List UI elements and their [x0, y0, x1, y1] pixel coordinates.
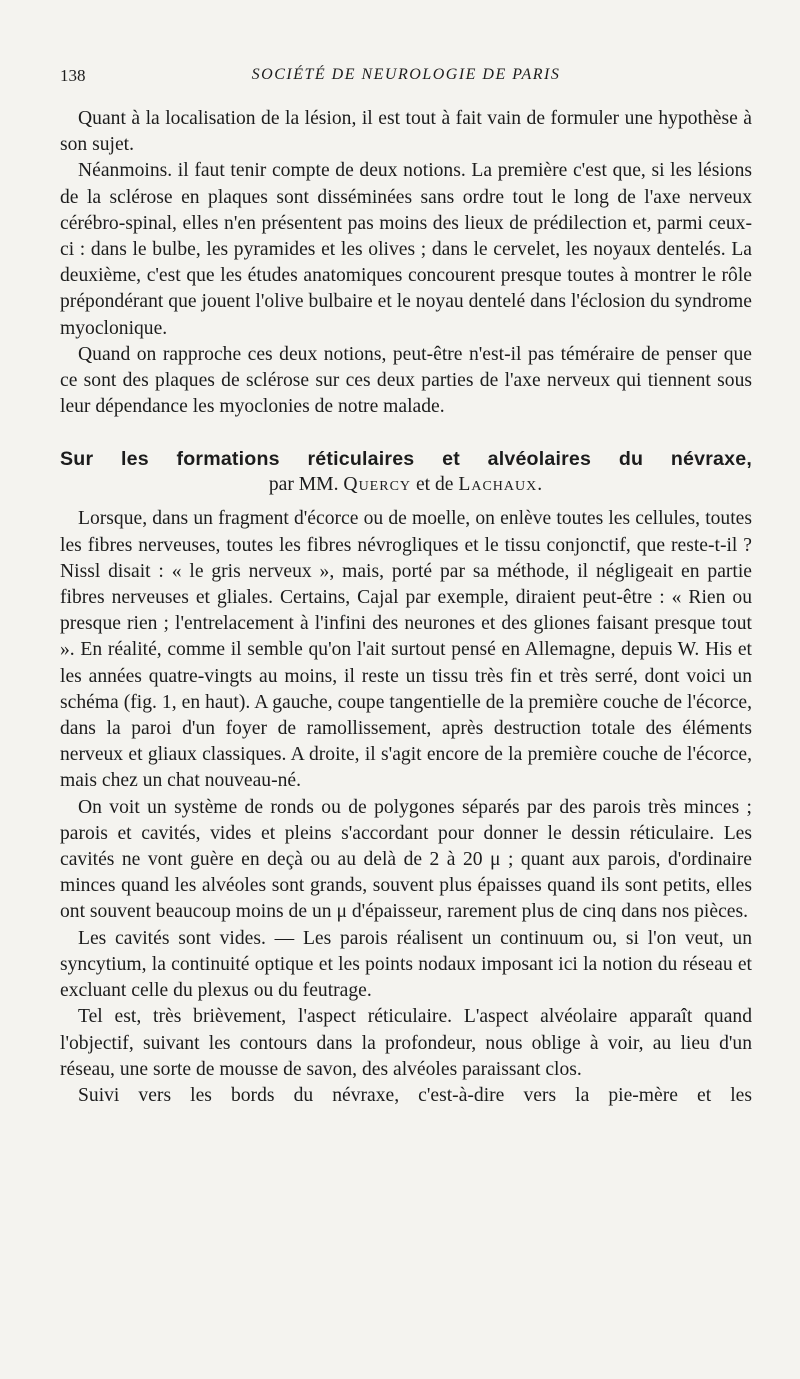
section-authors	[60, 472, 752, 498]
section-heading	[60, 446, 752, 498]
running-title: SOCIÉTÉ DE NEUROLOGIE DE PARIS	[251, 66, 561, 83]
section-title: Sur les formations réticulaires et alvéolaires du névraxe,	[60, 448, 752, 471]
paragraph: Quant à la localisation de la lésion, il est tout à fait vain de formuler une hypothèse à son sujet.	[60, 108, 752, 156]
author-name: Quercy	[343, 474, 412, 496]
page-header	[60, 66, 752, 96]
paragraph: On voit un système de ronds ou de polygones séparés par des parois très minces ; parois et cavités, vides et pleins s'accordant pour donner le dessin réticulaire. Les cavités ne vont guère en deçà ou au delà de 2 à 20 μ ; quant aux parois, d'ordinaire minces quand les alvéoles sont grands, souvent plus épaisses quand ils sont petits, elles ont souvent beaucoup moins de un μ d'épaisseur, rarement plus de cinq dans nos pièces.	[60, 796, 752, 923]
paragraph: Quand on rapproche ces deux notions, peut-être n'est-il pas téméraire de penser que ce sont des plaques de sclérose sur ces deux parties de l'axe nerveux qui tiennent sous leur dépendance les myoclonies de notre malade.	[60, 343, 752, 418]
paragraph: Néanmoins. il faut tenir compte de deux notions. La première c'est que, si les lésions de la sclérose en plaques sont disséminées sans ordre tout le long de l'axe nerveux cérébro-spinal, elles n'en présentent pas moins des lieux de prédilection et, parmi ceux-ci : dans le bulbe, les pyramides et les olives ; dans le cervelet, les noyaux dentelés. La deuxième, c'est que les études anatomiques concourent presque toutes à montrer le rôle prépondérant que jouent l'olive bulbaire et le noyau dentelé dans l'éclosion du syndrome myoclonique.	[60, 160, 752, 339]
book-page	[60, 66, 752, 1109]
paragraph: Tel est, très brièvement, l'aspect réticulaire. L'aspect alvéolaire apparaît quand l'objectif, suivant les contours dans la profondeur, nous oblige à voir, au lieu d'un réseau, une sorte de mousse de savon, des alvéoles paraissant clos.	[60, 1006, 752, 1080]
authors-prefix: par MM.	[268, 474, 339, 496]
paragraph: Suivi vers les bords du névraxe, c'est-à-dire vers la pie-mère et les	[78, 1084, 752, 1106]
author-name: Lachaux.	[458, 474, 544, 496]
article-body	[60, 106, 752, 1109]
paragraph: Lorsque, dans un fragment d'écorce ou de moelle, on enlève toutes les cellules, toutes les fibres nerveuses, toutes les fibres névrogliques et le tissu conjonctif, que reste-t-il ? Nissl disait : « le gris nerveux », mais, porté par sa méthode, il négligeait en partie fibres nerveuses et gliales. Certains, Cajal par exemple, diraient peut-être : « Rien ou presque rien ; l'entrelacement à l'infini des neurones et des gliones faisant presque tout ». En réalité, comme il semble qu'on l'ait surtout pensé en Allemagne, depuis W. His et les années quatre-vingts au moins, il reste un tissu très fin et très serré, dont voici un schéma (fig. 1, en haut). A gauche, coupe tangentielle de la première couche de l'écorce, dans la paroi d'un foyer de ramollissement, après destruction totale des éléments nerveux et gliaux classiques. A droite, il s'agit encore de la première couche de l'écorce, mais chez un chat nouveau-né.	[60, 508, 752, 792]
authors-join: et de	[415, 474, 454, 496]
paragraph: Les cavités sont vides. — Les parois réalisent un continuum ou, si l'on veut, un syncytium, la continuité optique et les points nodaux imposant ici la notion du réseau et excluant celle du plexus ou du feutrage.	[60, 927, 752, 1002]
page-number: 138	[60, 66, 86, 85]
